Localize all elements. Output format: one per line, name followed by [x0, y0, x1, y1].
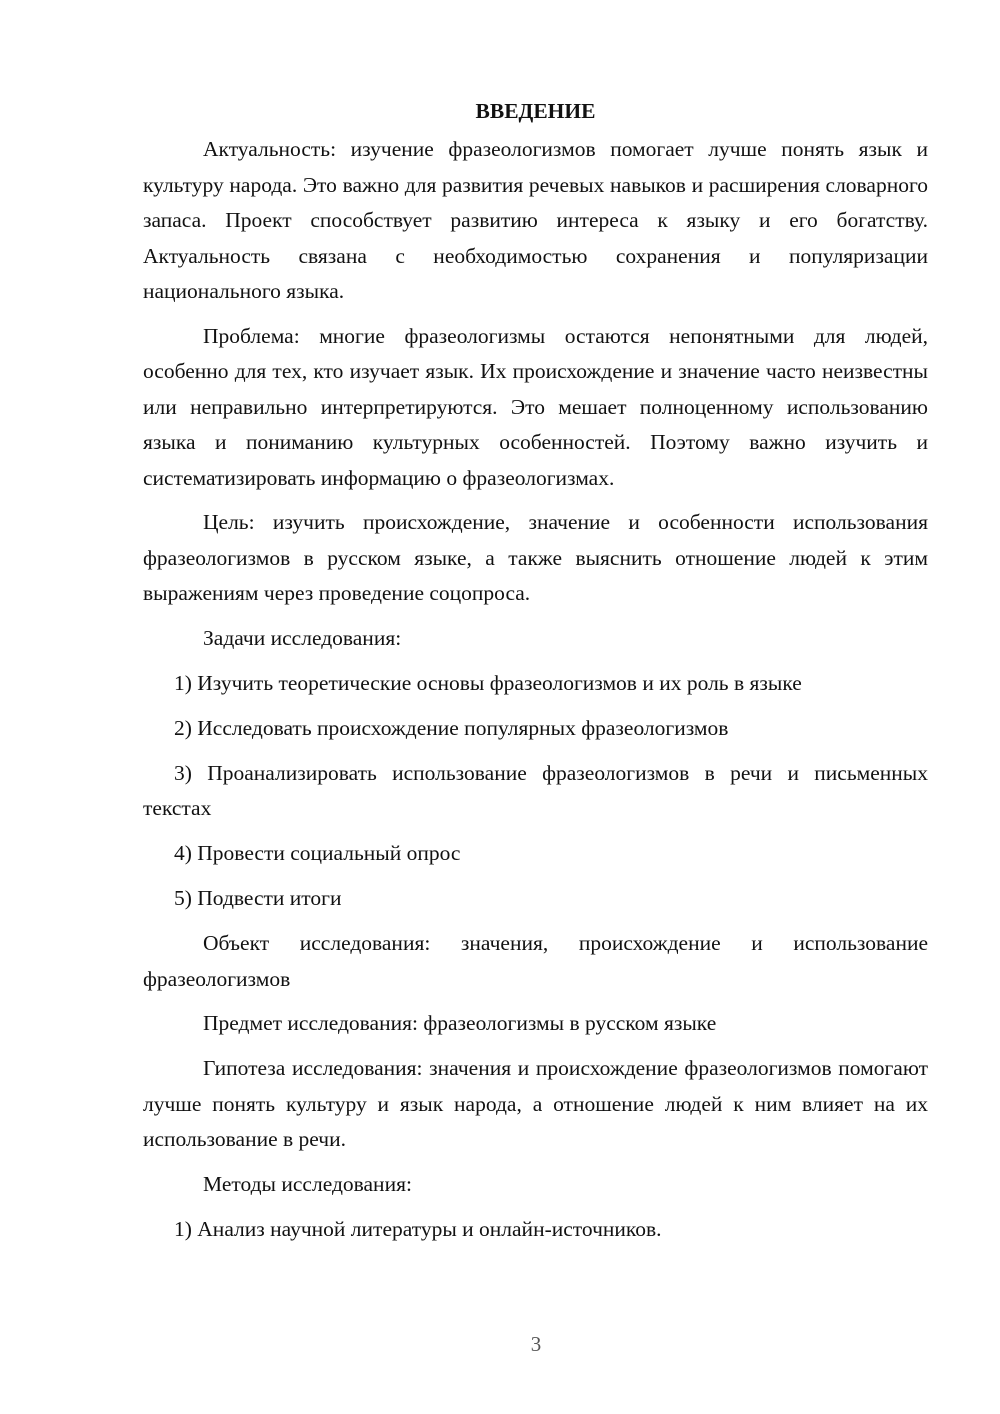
tasks-heading: Задачи исследования:: [203, 625, 402, 650]
task-item-1: 1) Изучить теоретические основы фразеологизмов и их роль в языке: [174, 670, 802, 695]
task-item-4: 4) Провести социальный опрос: [174, 841, 461, 865]
section-title: ВВЕДЕНИЕ: [475, 99, 596, 123]
goal-paragraph: Цель: изучить происхождение, значение и особенности использования фразеологизмов в русском языке, а также выяснить отношение людей к этим выражениям через проведение соцопроса.: [143, 510, 928, 605]
problem-paragraph: Проблема: многие фразеологизмы остаются непонятными для людей, особенно для тех, кто изучает язык. Их происхождение и значение часто неизвестны или неправильно интерпретируются. Это мешает полноценному использованию языка и пониманию культурных особенностей. Поэтому важно изучить и систематизировать информацию о фразеологизмах.: [143, 323, 928, 490]
methods-heading: Методы исследования:: [203, 1171, 412, 1196]
object-paragraph: Объект исследования: значения, происхождение и использование фразеологизмов: [143, 931, 928, 991]
page-number: 3: [530, 1332, 542, 1356]
subject-paragraph: Предмет исследования: фразеологизмы в русском языке: [203, 1011, 717, 1035]
method-item-1: 1) Анализ научной литературы и онлайн-источников.: [174, 1216, 662, 1241]
task-item-5: 5) Подвести итоги: [174, 886, 342, 910]
document-page: [143, 96, 928, 1257]
hypothesis-paragraph: Гипотеза исследования: значения и происхождение фразеологизмов помогают лучше понять культуру и язык народа, а отношение людей к ним влияет на их использование в речи.: [143, 1056, 928, 1151]
relevance-paragraph: Актуальность: изучение фразеологизмов помогает лучше понять язык и культуру народа. Это важно для развития речевых навыков и расширения словарного запаса. Проект способствует развитию интереса к языку и его богатству. Актуальность связана с необходимостью сохранения и популяризации национального языка.: [143, 137, 928, 303]
task-item-3: 3) Проанализировать использование фразеологизмов в речи и письменных текстах: [143, 760, 928, 820]
task-item-2: 2) Исследовать происхождение популярных фразеологизмов: [174, 715, 729, 740]
